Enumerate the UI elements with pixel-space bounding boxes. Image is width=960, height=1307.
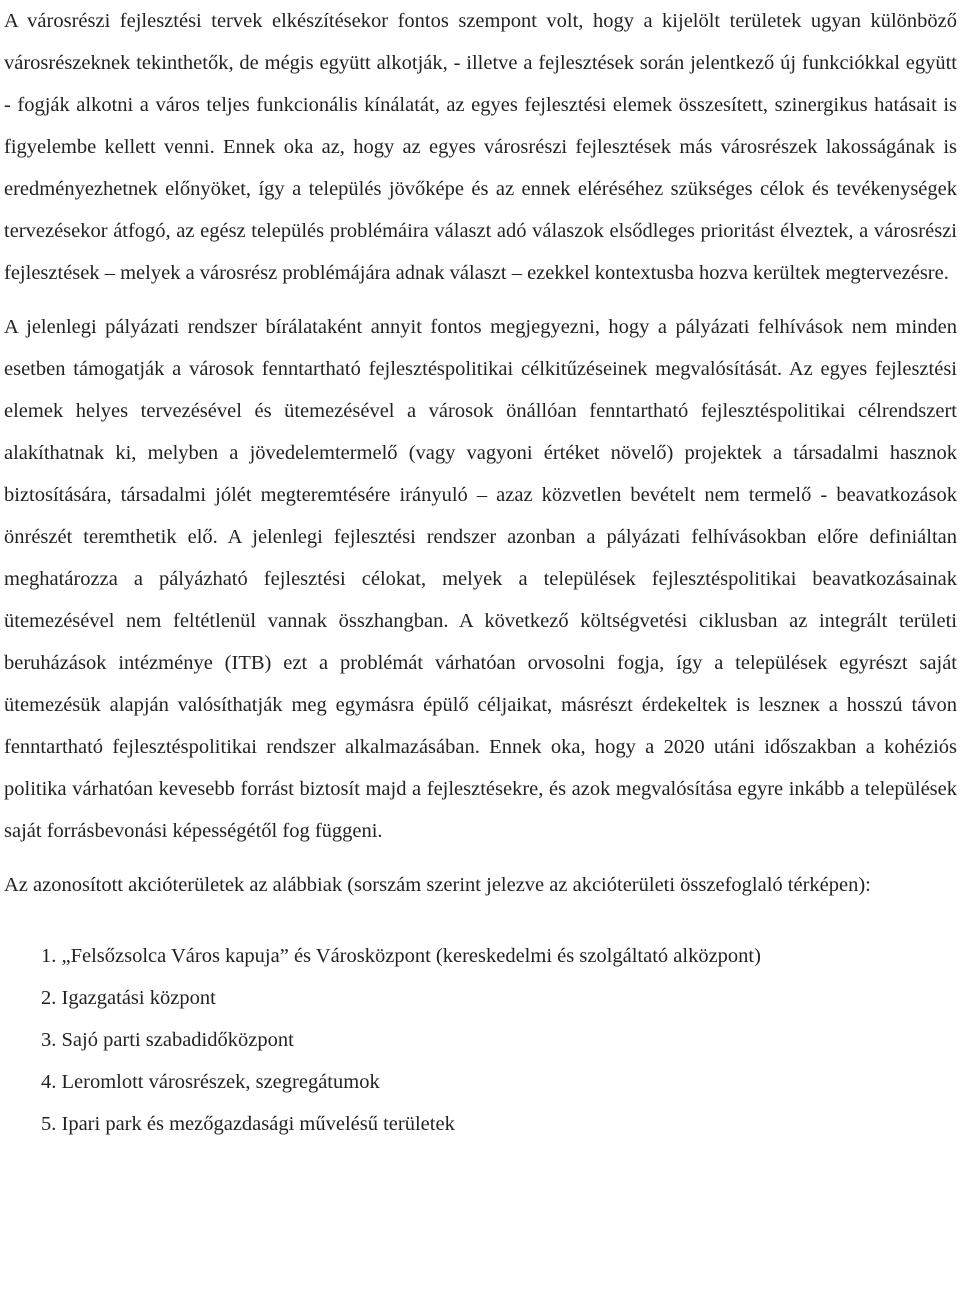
- action-area-list: [4, 935, 957, 1145]
- paragraph-action-areas-intro: Az azonosított akcióterületek az alábbiak (sorszám szerint jelezve az akcióterületi összefoglaló térképen):: [4, 874, 871, 896]
- list-item: 5. Ipari park és mezőgazdasági művelésű területek: [41, 1113, 455, 1135]
- list-item: 4. Leromlott városrészek, szegregátumok: [41, 1071, 380, 1093]
- list-item: 2. Igazgatási központ: [41, 987, 216, 1009]
- document-page: [4, 0, 957, 1145]
- list-item: 3. Sajó parti szabadidőközpont: [41, 1029, 294, 1051]
- paragraph-critique: A jelenlegi pályázati rendszer bírálataként annyit fontos megjegyezni, hogy a pályázati felhívások nem minden esetben támogatják a városok fenntartható fejlesztéspolitikai célkitűzéseinek megvalósítását. Az egyes fejlesztési elemek helyes tervezésével és ütemezésével a városok önállóan fenntartható fejlesztéspolitikai célrendszert alakíthatnak ki, melyben a jövedelemtermelő (vagy vagyoni értéket növelő) projektek a társadalmi hasznok biztosítására, társadalmi jólét megteremtésére irányuló – azaz közvetlen bevételt nem termelő - beavatkozások önrészét teremthetik elő. A jelenlegi fejlesztési rendszer azonban a pályázati felhívásokban előre definiáltan meghatározza a pályázható fejlesztési célokat, melyek a települések fejlesztéspolitikai beavatkozásainak ütemezésével nem feltétlenül vannak összhangban. A következő költségvetési ciklusban az integrált területi beruházások intézménye (ITB) ezt a problémát várhatóan orvosolni fogja, így a települések egyrészt saját ütemezésük alapján valósíthatják meg egymásra épülő céljaikat, másrészt érdekeltek is leszneк a hosszú távon fenntartható fejlesztéspolitikai rendszer alkalmazásában. Ennek oka, hogy a 2020 utáni időszakban a kohéziós politika várhatóan kevesebb forrást biztosít majd a fejlesztésekre, és azok megvalósítása egyre inkább a települések saját forrásbevonási képességétől fog függeni.: [4, 316, 957, 842]
- list-item: 1. „Felsőzsolca Város kapuja” és Városközpont (kereskedelmi és szolgáltató alközpont): [41, 945, 761, 967]
- paragraph-intro: A városrészi fejlesztési tervek elkészítésekor fontos szempont volt, hogy a kijelölt területek ugyan különböző városrészeknek tekinthetők, de mégis együtt alkotják, - illetve a fejlesztések során jelentkező új funkciókkal együtt - fogják alkotni a város teljes funkcionális kínálatát, az egyes fejlesztési elemek összesített, szinergikus hatásait is figyelembe kellett venni. Ennek oka az, hogy az egyes városrészi fejlesztések más városrészek lakosságának is eredményezhetnek előnyöket, így a település jövőképe és az ennek eléréséhez szükséges célok és tevékenységek tervezésekor átfogó, az egész település problémáira választ adó válaszok elsődleges prioritást élveztek, a városrészi fejlesztések – melyek a városrész problémájára adnak választ – ezekkel kontextusba hozva kerültek megtervezésre.: [4, 10, 957, 284]
